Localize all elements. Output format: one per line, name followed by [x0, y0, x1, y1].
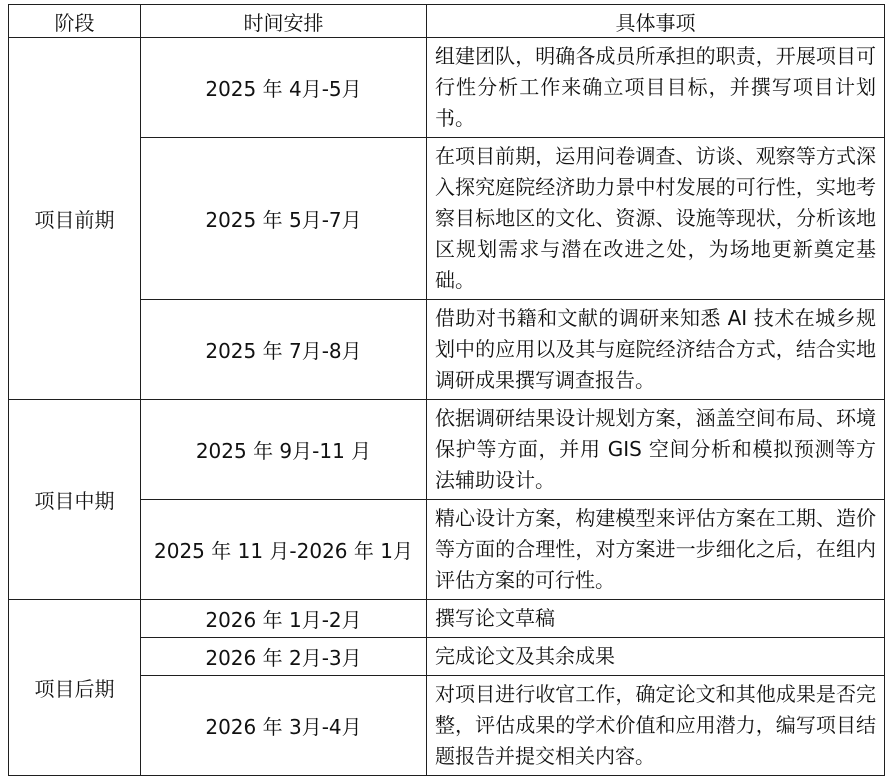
desc-cell: 组建团队，明确各成员所承担的职责，开展项目可行性分析工作来确立项目目标，并撰写项目计划书。 [427, 38, 885, 138]
table-row [9, 600, 885, 638]
table-row [9, 300, 885, 400]
time-cell: 2025 年 11 月-2026 年 1月 [141, 500, 427, 600]
schedule-table [8, 4, 885, 776]
phase-cell: 项目中期 [9, 400, 141, 600]
table-row [9, 638, 885, 676]
time-cell: 2025 年 4月-5月 [141, 38, 427, 138]
table-row [9, 500, 885, 600]
time-cell: 2025 年 7月-8月 [141, 300, 427, 400]
desc-cell: 完成论文及其余成果 [427, 638, 885, 676]
header-time: 时间安排 [141, 5, 427, 38]
desc-cell: 依据调研结果设计规划方案，涵盖空间布局、环境保护等方面，并用 GIS 空间分析和模拟预测等方法辅助设计。 [427, 400, 885, 500]
header-details: 具体事项 [427, 5, 885, 38]
phase-cell: 项目后期 [9, 600, 141, 776]
phase-cell: 项目前期 [9, 38, 141, 400]
desc-cell: 精心设计方案，构建模型来评估方案在工期、造价等方面的合理性，对方案进一步细化之后，在组内评估方案的可行性。 [427, 500, 885, 600]
desc-cell: 撰写论文草稿 [427, 600, 885, 638]
time-cell: 2026 年 3月-4月 [141, 676, 427, 776]
table-row [9, 138, 885, 300]
schedule-table-wrapper [8, 4, 885, 776]
time-cell: 2026 年 1月-2月 [141, 600, 427, 638]
table-row [9, 676, 885, 776]
table-row [9, 38, 885, 138]
desc-cell: 借助对书籍和文献的调研来知悉 AI 技术在城乡规划中的应用以及其与庭院经济结合方式，结合实地调研成果撰写调查报告。 [427, 300, 885, 400]
header-phase: 阶段 [9, 5, 141, 38]
desc-cell: 对项目进行收官工作，确定论文和其他成果是否完整，评估成果的学术价值和应用潜力，编写项目结题报告并提交相关内容。 [427, 676, 885, 776]
header-row [9, 5, 885, 38]
time-cell: 2025 年 9月-11 月 [141, 400, 427, 500]
desc-cell: 在项目前期，运用问卷调查、访谈、观察等方式深入探究庭院经济助力景中村发展的可行性，实地考察目标地区的文化、资源、设施等现状，分析该地区规划需求与潜在改进之处，为场地更新奠定基础。 [427, 138, 885, 300]
table-row [9, 400, 885, 500]
time-cell: 2025 年 5月-7月 [141, 138, 427, 300]
time-cell: 2026 年 2月-3月 [141, 638, 427, 676]
